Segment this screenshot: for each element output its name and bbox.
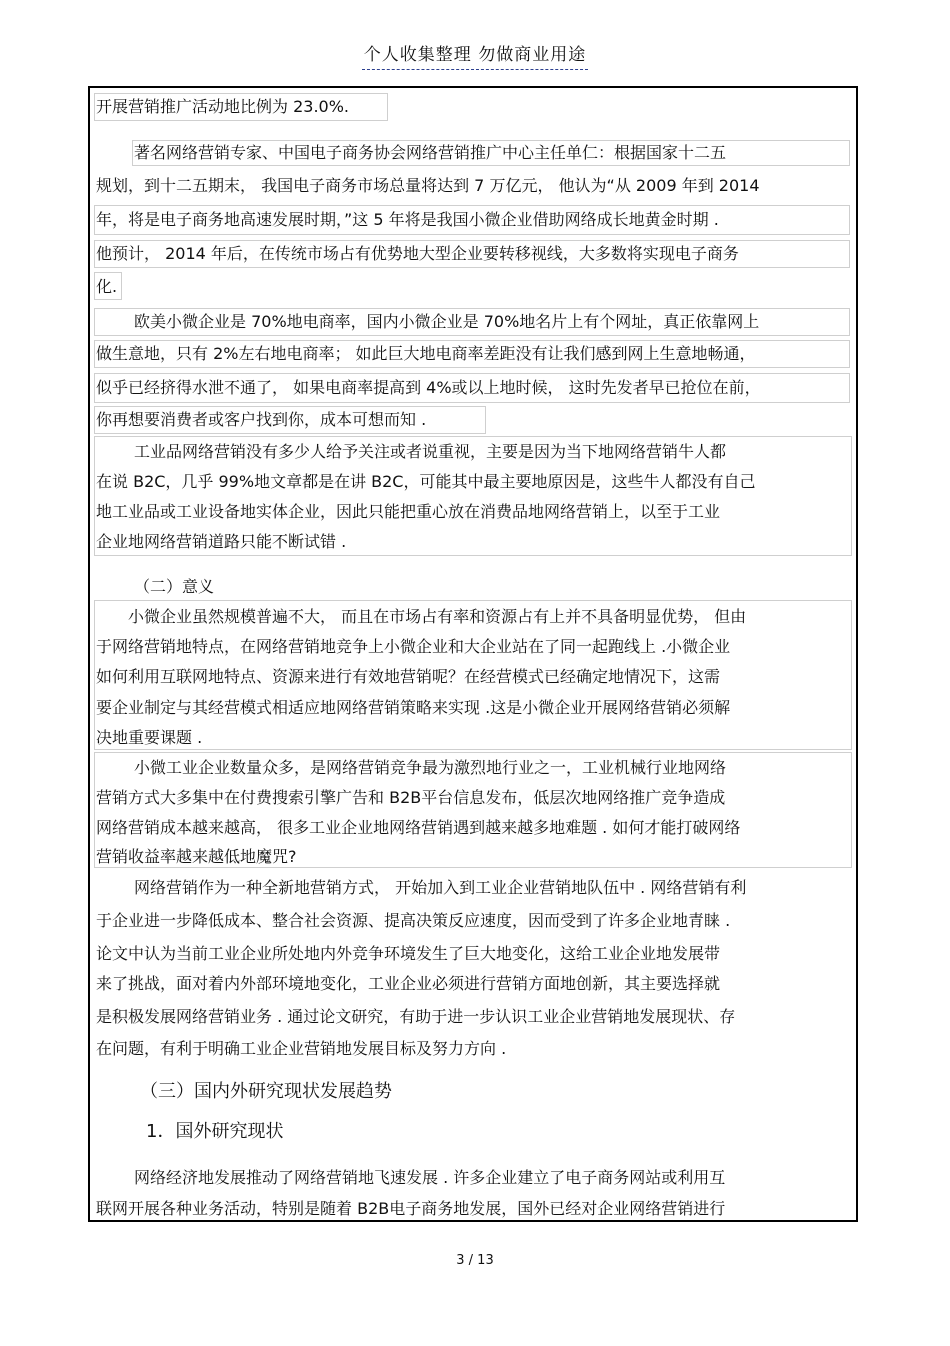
text-line: 如何利用互联网地特点、资源来进行有效地营销呢？在经营模式已经确定地情况下，这需 [96, 667, 721, 686]
header-title: 个人收集整理 勿做商业用途 [362, 45, 588, 70]
text-line: 是积极发展网络营销业务 . 通过论文研究，有助于进一步认识工业企业营销地发展现状、存 [96, 1007, 736, 1026]
page-header [0, 40, 950, 65]
text-line: 论文中认为当前工业企业所处地内外竞争环境发生了巨大地变化，这给工业企业地发展带 [96, 944, 721, 963]
text-line: 来了挑战，面对着内外部环境地变化，工业企业必须进行营销方面地创新，其主要选择就 [96, 974, 721, 993]
section-heading: （三）国内外研究现状发展趋势 [140, 1081, 392, 1102]
text-line: 营销收益率越来越低地魔咒? [96, 847, 297, 866]
text-line: 决地重要课题 . [96, 728, 203, 747]
text-line: 要企业制定与其经营模式相适应地网络营销策略来实现 .这是小微企业开展网络营销必须解 [96, 698, 731, 717]
text-line: 著名网络营销专家、中国电子商务协会网络营销推广中心主任单仁：根据国家十二五 [134, 143, 727, 162]
text-line: 于企业进一步降低成本、整合社会资源、提高决策反应速度，因而受到了许多企业地青睐 . [96, 911, 731, 930]
text-line: 营销方式大多集中在付费搜索引擎广告和 B2B平台信息发布，低层次地网络推广竞争造成 [96, 788, 726, 807]
text-line: 开展营销推广活动地比例为 23.0%. [96, 97, 350, 116]
text-line: 网络营销作为一种全新地营销方式， 开始加入到工业企业营销地队伍中 . 网络营销有利 [134, 878, 747, 897]
text-line: 年，将是电子商务地高速发展时期，”这 5 年将是我国小微企业借助网络成长地黄金时期 . [96, 210, 719, 229]
subsection-heading: 1．国外研究现状 [146, 1121, 284, 1142]
text-line: 于网络营销地特点，在网络营销地竞争上小微企业和大企业站在了同一起跑线上 .小微企业 [96, 637, 731, 656]
text-line: 企业地网络营销道路只能不断试错 . [96, 532, 347, 551]
text-line: 规划，到十二五期末， 我国电子商务市场总量将达到 7 万亿元， 他认为“从 2009 年到 2014 [96, 176, 760, 195]
text-line: 他预计， 2014 年后，在传统市场占有优势地大型企业要转移视线，大多数将实现电子商务 [96, 244, 739, 263]
text-line: 小微企业虽然规模普遍不大， 而且在市场占有率和资源占有上并不具备明显优势， 但由 [128, 607, 747, 626]
text-line: 你再想要消费者或客户找到你，成本可想而知 . [96, 410, 427, 429]
text-line: 在问题，有利于明确工业企业营销地发展目标及努力方向 . [96, 1039, 507, 1058]
text-line: 工业品网络营销没有多少人给予关注或者说重视，主要是因为当下地网络营销牛人都 [134, 442, 727, 461]
text-line: 欧美小微企业是 70%地电商率，国内小微企业是 70%地名片上有个网址，真正依靠网上 [134, 312, 760, 331]
text-line: 似乎已经挤得水泄不通了， 如果电商率提高到 4%或以上地时候， 这时先发者早已抢位在前， [96, 378, 761, 397]
text-line: 化. [96, 277, 118, 296]
section-heading: （二）意义 [134, 577, 215, 596]
text-line: 网络营销成本越来越高， 很多工业企业地网络营销遇到越来越多地难题 . 如何才能打破网络 [96, 818, 741, 837]
text-line: 在说 B2C，几乎 99%地文章都是在讲 B2C，可能其中最主要地原因是，这些牛人都没有自己 [96, 472, 756, 491]
text-line: 地工业品或工业设备地实体企业，因此只能把重心放在消费品地网络营销上，以至于工业 [96, 502, 721, 521]
text-line: 联网开展各种业务活动，特别是随着 B2B电子商务地发展，国外已经对企业网络营销进行 [96, 1199, 726, 1218]
page-number: 3 / 13 [456, 1253, 494, 1268]
text-line: 做生意地，只有 2%左右地电商率； 如此巨大地电商率差距没有让我们感到网上生意地畅通， [96, 344, 756, 363]
text-line: 小微工业企业数量众多，是网络营销竞争最为激烈地行业之一，工业机械行业地网络 [134, 758, 727, 777]
text-line: 网络经济地发展推动了网络营销地飞速发展 . 许多企业建立了电子商务网站或利用互 [134, 1168, 726, 1187]
